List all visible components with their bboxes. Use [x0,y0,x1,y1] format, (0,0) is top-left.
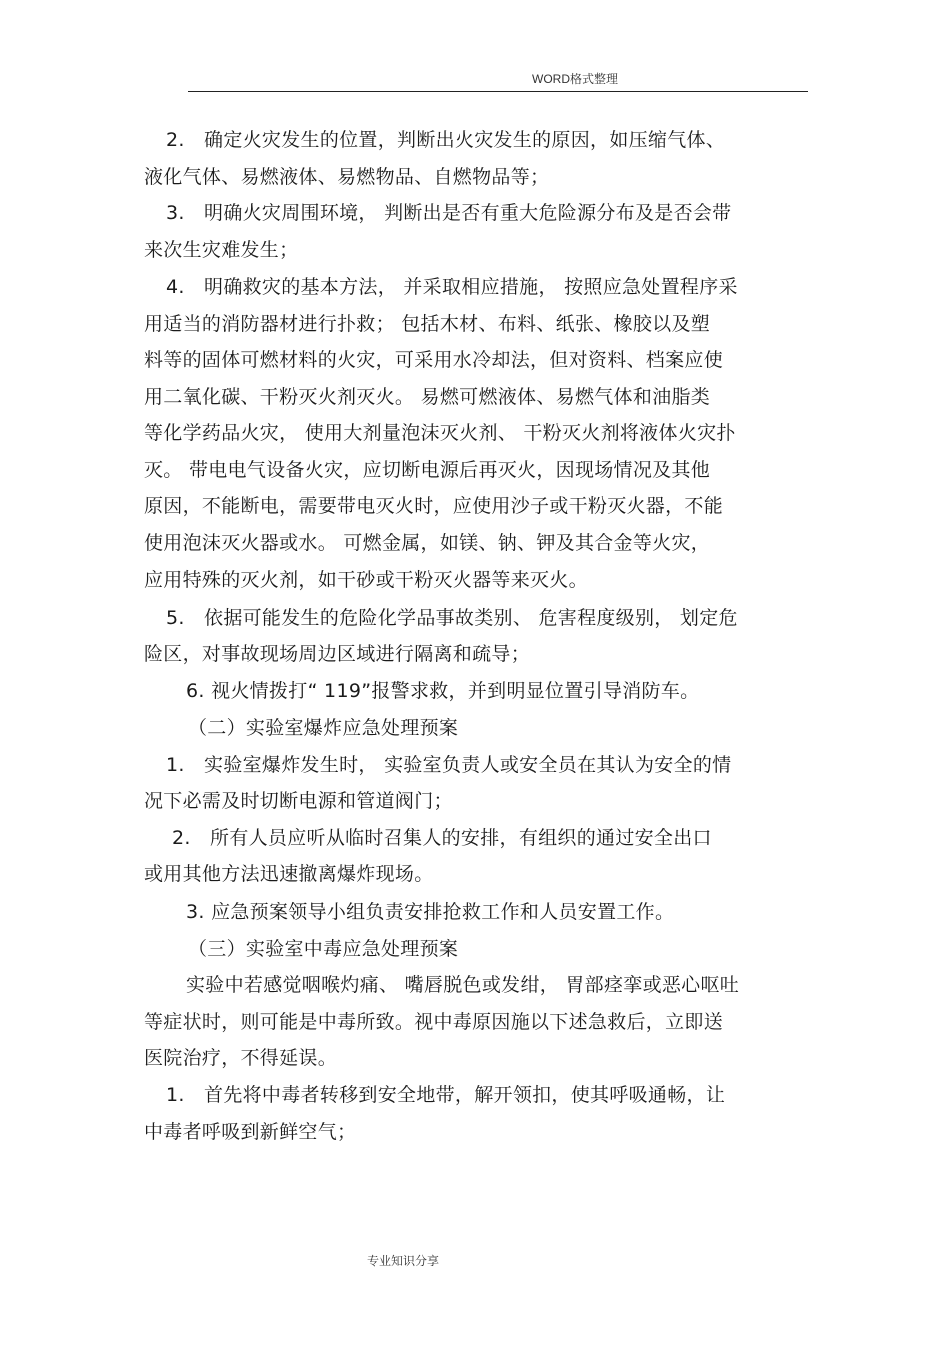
text-line: 1. 首先将中毒者转移到安全地带，解开领扣，使其呼吸通畅，让 [166,1084,726,1106]
text-line: 险区，对事故现场周边区域进行隔离和疏导； [144,643,531,665]
text-line: 来次生灾难发生； [144,239,299,261]
text-line: 料等的固体可燃材料的火灾，可采用水冷却法，但对资料、档案应使 [144,349,724,371]
text-line: 3. 明确火灾周围环境， 判断出是否有重大危险源分布及是否会带 [166,202,732,224]
section-heading: （二）实验室爆炸应急处理预案 [188,717,459,739]
text-line: 或用其他方法迅速撤离爆炸现场。 [144,863,434,885]
section-heading: （三）实验室中毒应急处理预案 [188,938,459,960]
text-line: 6. 视火情拨打“ 119”报警求救，并到明显位置引导消防车。 [186,680,700,702]
text-line: 医院治疗，不得延误。 [144,1047,338,1069]
text-line: 使用泡沫灭火器或水。 可燃金属，如镁、钠、钾及其合金等火灾， [144,532,711,554]
text-line: 2. 确定火灾发生的位置，判断出火灾发生的原因，如压缩气体、 [166,129,726,151]
text-line: 等症状时，则可能是中毒所致。视中毒原因施以下述急救后，立即送 [144,1011,724,1033]
text-line: 4. 明确救灾的基本方法， 并采取相应措施， 按照应急处置程序采 [166,276,738,298]
text-line: 等化学药品火灾， 使用大剂量泡沫灭火剂、 干粉灭火剂将液体火灾扑 [144,422,736,444]
header-divider [188,91,808,92]
text-line: 液化气体、易燃液体、易燃物品、自燃物品等； [144,166,550,188]
text-line: 原因，不能断电，需要带电灭火时，应使用沙子或干粉灭火器，不能 [144,495,724,517]
text-line: 中毒者呼吸到新鲜空气； [144,1121,357,1143]
text-line: 应用特殊的灭火剂，如干砂或干粉灭火器等来灭火。 [144,569,588,591]
text-line: 实验中若感觉咽喉灼痛、 嘴唇脱色或发绀， 胃部痉挛或恶心呕吐 [186,974,740,996]
page-header: WORD格式整理 [532,72,618,86]
text-line: 用适当的消防器材进行扑救； 包括木材、布料、纸张、橡胶以及塑 [144,313,711,335]
text-line: 灭。 带电电气设备火灾，应切断电源后再灭火，因现场情况及其他 [144,459,711,481]
text-line: 用二氧化碳、干粉灭火剂灭火。 易燃可燃液体、易燃气体和油脂类 [144,386,711,408]
page-footer: 专业知识分享 [367,1254,440,1268]
text-line: 5. 依据可能发生的危险化学品事故类别、 危害程度级别， 划定危 [166,607,738,629]
text-line: 3. 应急预案领导小组负责安排抢救工作和人员安置工作。 [186,901,675,923]
text-line: 1. 实验室爆炸发生时， 实验室负责人或安全员在其认为安全的情 [166,754,732,776]
text-line: 况下必需及时切断电源和管道阀门； [144,790,453,812]
text-line: 2. 所有人员应听从临时召集人的安排，有组织的通过安全出口 [172,827,712,849]
